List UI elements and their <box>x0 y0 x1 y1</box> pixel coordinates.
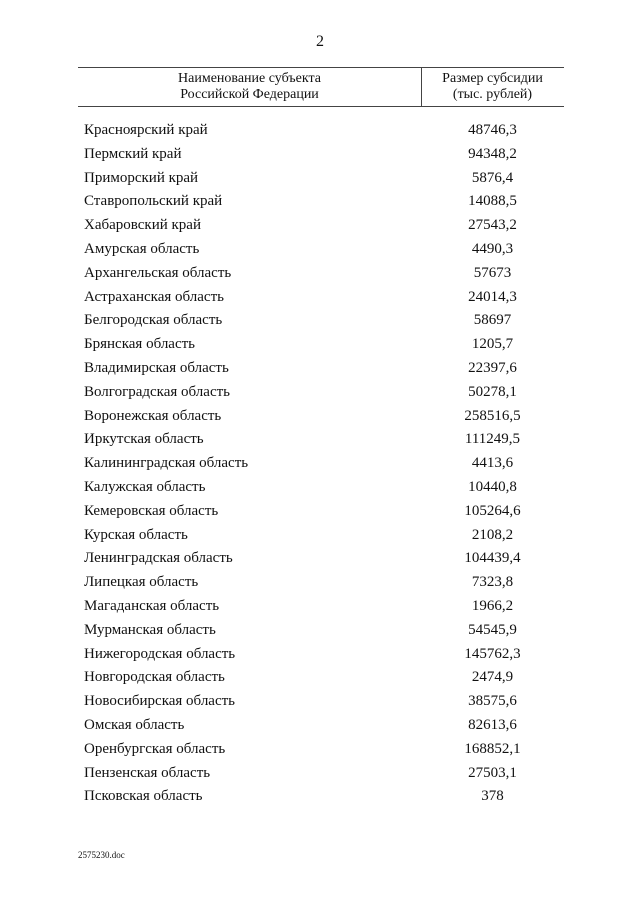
region-name: Новгородская область <box>84 669 225 686</box>
region-name: Пермский край <box>84 145 182 162</box>
table-row <box>78 452 564 476</box>
region-name: Приморский край <box>84 169 199 186</box>
table-row <box>78 738 564 762</box>
table-row <box>78 333 564 357</box>
subsidy-value: 7323,8 <box>471 574 514 591</box>
subsidy-value: 5876,4 <box>471 169 514 186</box>
subsidy-value: 50278,1 <box>468 383 517 400</box>
region-name: Брянская область <box>84 336 196 353</box>
region-name: Оренбургская область <box>84 740 226 757</box>
region-name: Амурская область <box>84 240 200 257</box>
region-name: Псковская область <box>84 788 203 805</box>
subsidy-value: 1205,7 <box>471 336 514 353</box>
region-name: Ленинградская область <box>84 550 233 567</box>
subsidy-value: 168852,1 <box>464 740 521 757</box>
region-name: Новосибирская область <box>84 693 236 710</box>
table-row <box>78 190 564 214</box>
subsidy-value: 82613,6 <box>468 716 517 733</box>
file-footer: 2575230.doc <box>78 850 125 860</box>
subsidy-value: 4413,6 <box>471 455 514 472</box>
region-name: Калужская область <box>84 478 206 495</box>
table-header <box>78 67 564 107</box>
region-name: Пензенская область <box>84 764 211 781</box>
subsidy-value: 94348,2 <box>468 145 517 162</box>
subsidy-value: 2108,2 <box>471 526 514 543</box>
table-row <box>78 666 564 690</box>
subsidy-value: 14088,5 <box>468 193 517 210</box>
table-row <box>78 214 564 238</box>
region-name: Омская область <box>84 716 185 733</box>
header-subsidy-amount <box>421 71 564 103</box>
header-subject-line1: Наименование субъекта <box>178 71 321 86</box>
subsidy-value: 24014,3 <box>468 288 517 305</box>
table-row <box>78 571 564 595</box>
subsidy-value: 111249,5 <box>464 431 521 448</box>
region-name: Белгородская область <box>84 312 223 329</box>
region-name: Ставропольский край <box>84 193 223 210</box>
region-name: Мурманская область <box>84 621 216 638</box>
region-name: Красноярский край <box>84 122 208 138</box>
subsidy-value: 258516,5 <box>464 407 521 424</box>
header-subsidy-line2: (тыс. рублей) <box>452 87 533 102</box>
table-row <box>78 476 564 500</box>
subsidy-value: 2474,9 <box>471 669 514 686</box>
table-row <box>78 619 564 643</box>
subsidy-value: 54545,9 <box>468 621 517 638</box>
subsidy-value: 104439,4 <box>464 550 521 567</box>
header-subject-name <box>78 71 421 103</box>
subsidy-value: 1966,2 <box>471 597 514 614</box>
header-subsidy-line1: Размер субсидии <box>442 71 543 86</box>
subsidy-value: 58697 <box>473 312 512 329</box>
subsidy-value: 38575,6 <box>468 693 517 710</box>
table-row <box>78 357 564 381</box>
header-subject-line2: Российской Федерации <box>180 87 319 102</box>
table-row <box>78 286 564 310</box>
table-row <box>78 262 564 286</box>
table-row <box>78 643 564 667</box>
table-row <box>78 547 564 571</box>
region-name: Волгоградская область <box>84 383 230 400</box>
subsidy-value: 57673 <box>473 264 512 281</box>
region-name: Калининградская область <box>84 455 249 472</box>
region-name: Хабаровский край <box>84 217 201 234</box>
table-row <box>78 524 564 548</box>
table-row <box>78 405 564 429</box>
region-name: Курская область <box>84 526 188 543</box>
region-name: Воронежская область <box>84 407 222 424</box>
subsidy-value: 10440,8 <box>468 478 517 495</box>
region-name: Астраханская область <box>84 288 224 305</box>
subsidy-value: 27503,1 <box>468 764 517 781</box>
table-row <box>78 595 564 619</box>
table-row <box>78 143 564 167</box>
subsidy-value: 27543,2 <box>468 217 517 234</box>
table-row <box>78 238 564 262</box>
table-row <box>78 119 564 143</box>
table-row <box>78 762 564 786</box>
table-row <box>78 381 564 405</box>
table-row <box>78 500 564 524</box>
region-name: Липецкая область <box>84 574 199 591</box>
subsidy-value: 48746,3 <box>468 122 517 138</box>
table-body <box>78 119 564 809</box>
region-name: Кемеровская область <box>84 502 219 519</box>
subsidy-value: 145762,3 <box>464 645 521 662</box>
subsidy-value: 4490,3 <box>471 240 514 257</box>
table-row <box>78 714 564 738</box>
table-row <box>78 785 564 809</box>
page-number: 2 <box>316 33 324 50</box>
region-name: Архангельская область <box>84 264 232 281</box>
region-name: Иркутская область <box>84 431 204 448</box>
subsidy-value: 22397,6 <box>468 359 517 376</box>
table-row <box>78 428 564 452</box>
region-name: Магаданская область <box>84 597 220 614</box>
table-row <box>78 167 564 191</box>
region-name: Владимирская область <box>84 359 229 376</box>
region-name: Нижегородская область <box>84 645 236 662</box>
subsidy-value: 105264,6 <box>464 502 521 519</box>
table-row <box>78 309 564 333</box>
table-row <box>78 690 564 714</box>
subsidy-value: 378 <box>481 788 504 805</box>
